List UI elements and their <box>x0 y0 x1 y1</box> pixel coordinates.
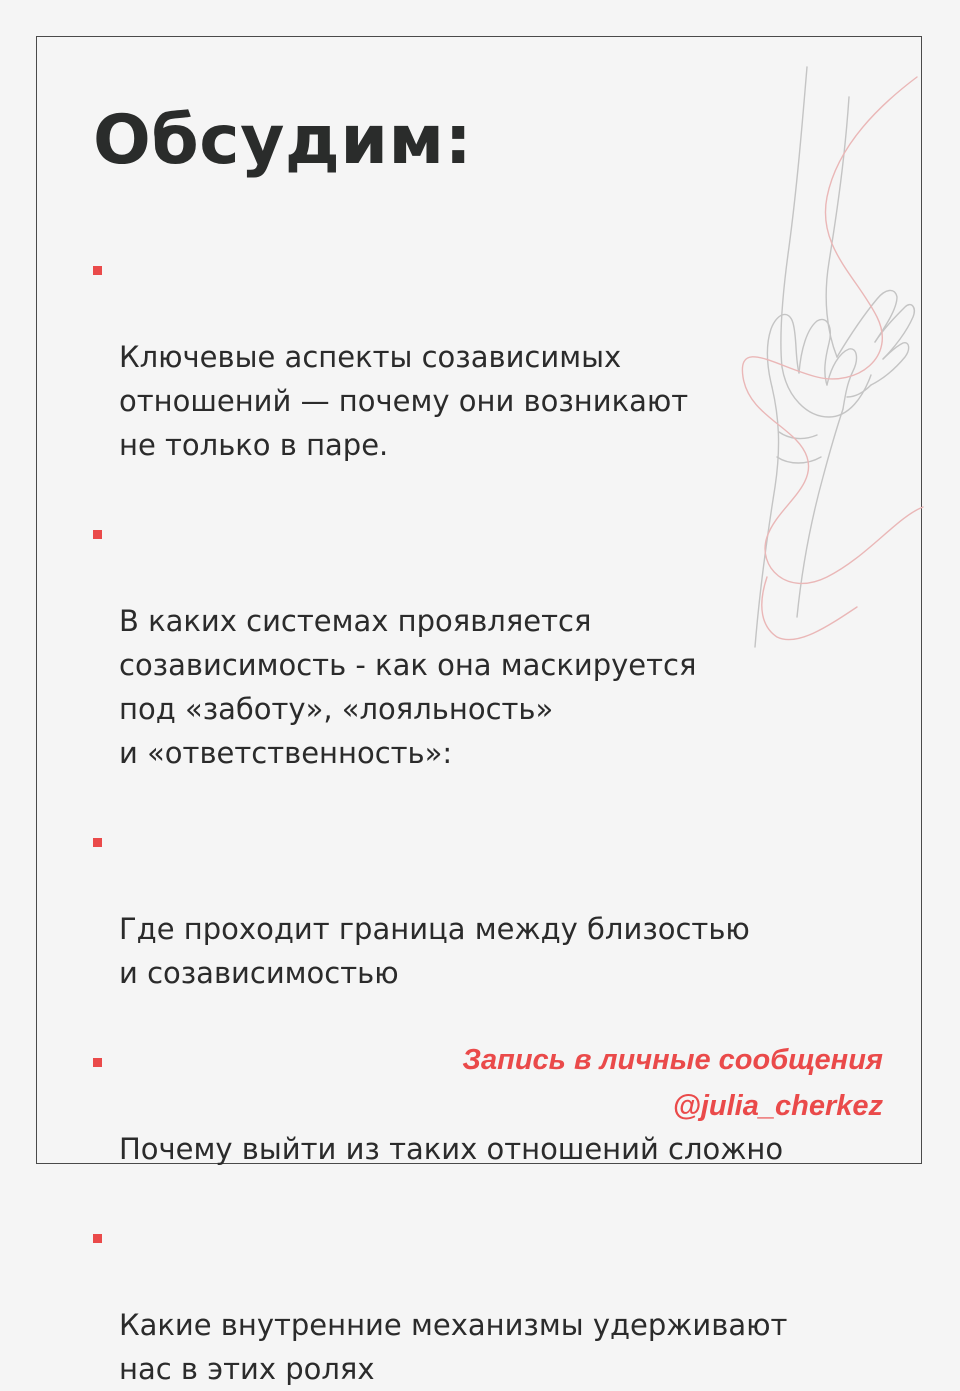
bullet-square-icon <box>93 1234 102 1243</box>
page-title: Обсудим: <box>93 101 473 180</box>
bullet-square-icon <box>93 530 102 539</box>
content-frame <box>36 36 922 1386</box>
list-item-text: Какие внутренние механизмы удерживают нас в этих ролях <box>119 1308 788 1386</box>
list-item <box>93 819 787 995</box>
topics-list <box>93 247 787 1391</box>
bullet-square-icon <box>93 266 102 275</box>
list-item-text: В каких системах проявляется созависимость - как она маскируется под «заботу», «лояльность» и «ответственность»: <box>119 604 697 770</box>
list-item <box>93 511 787 775</box>
list-item <box>93 247 787 467</box>
list-item-text: Где проходит граница между близостью и созависимостью <box>119 912 750 990</box>
bullet-square-icon <box>93 838 102 847</box>
cta-signup-text: Запись в личные сообщения <box>462 1044 883 1076</box>
list-item <box>93 1215 787 1391</box>
bullet-square-icon <box>93 1058 102 1067</box>
cta-username: @julia_cherkez <box>672 1090 883 1122</box>
list-item-text: Ключевые аспекты созависимых отношений — почему они возникают не только в паре. <box>119 340 689 462</box>
list-item-text: Почему выйти из таких отношений сложно <box>119 1132 784 1166</box>
call-to-action <box>462 1037 883 1129</box>
